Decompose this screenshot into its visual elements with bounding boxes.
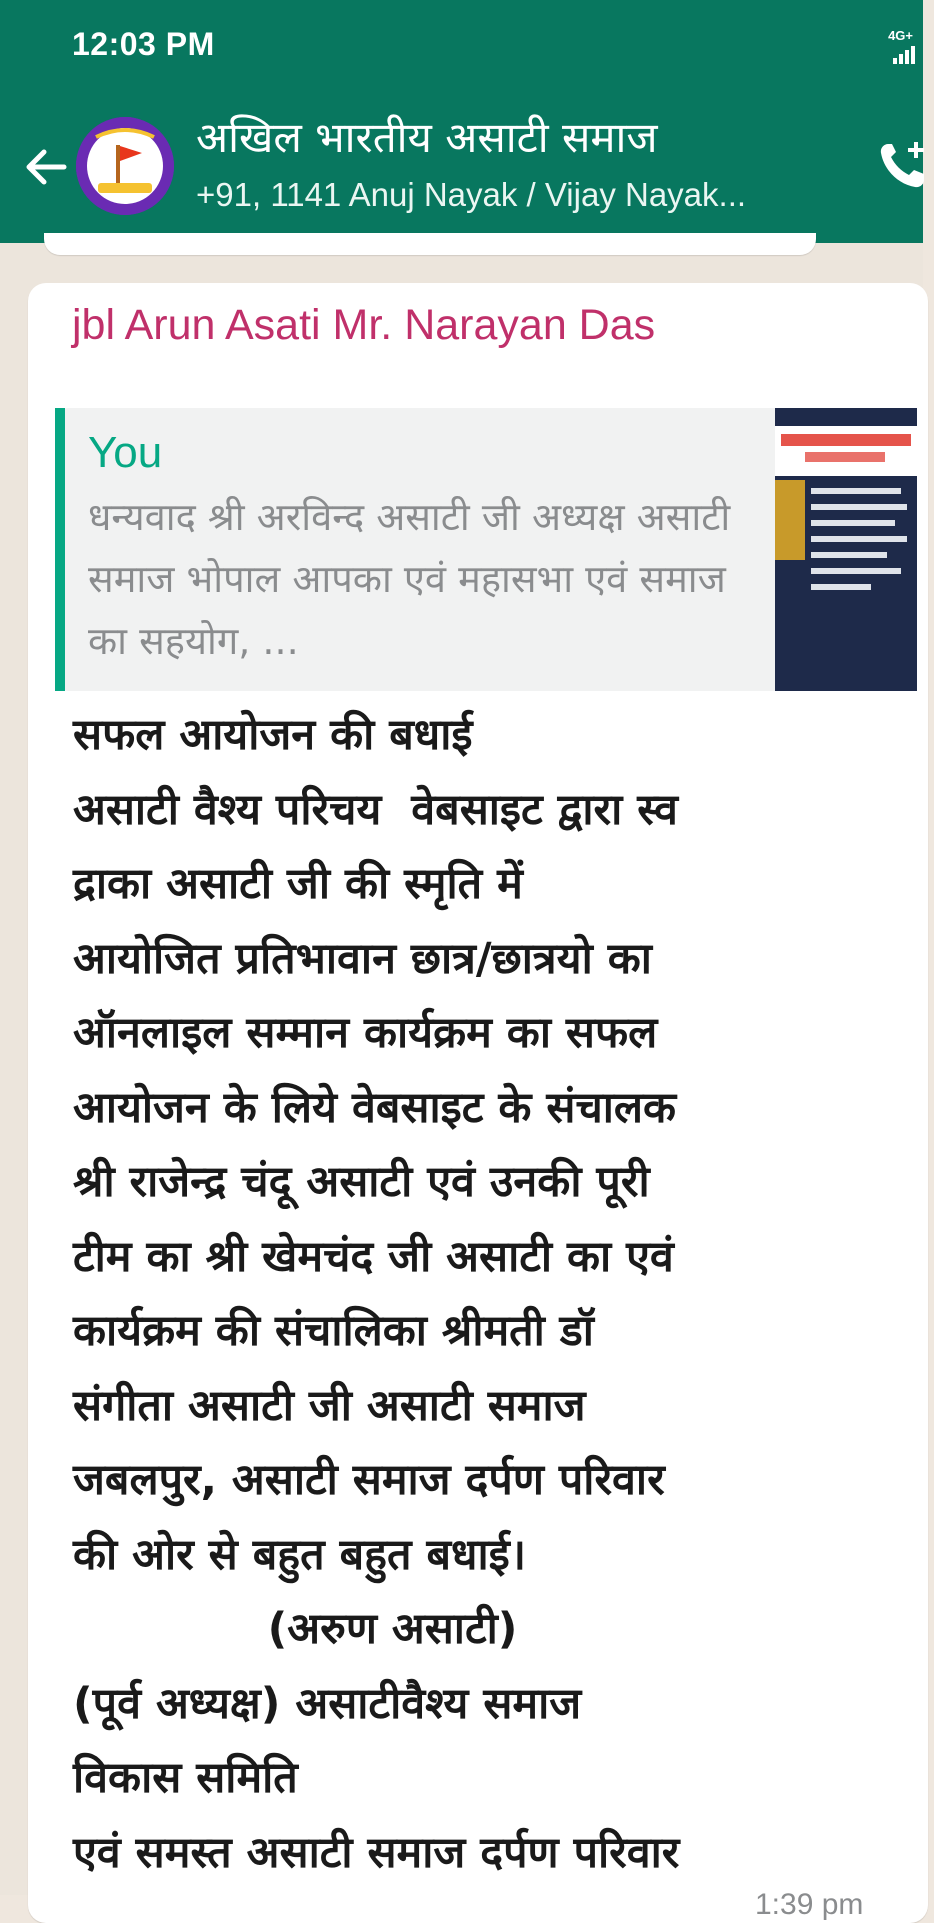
add-call-button[interactable] <box>874 136 934 196</box>
group-logo-icon <box>76 117 174 215</box>
back-arrow-icon <box>22 144 68 190</box>
sender-name[interactable]: jbl Arun Asati Mr. Narayan Das <box>72 301 656 349</box>
quote-thumbnail <box>775 408 917 691</box>
previous-message-bubble <box>44 233 816 255</box>
message-bubble[interactable] <box>28 283 928 1923</box>
quoted-message[interactable] <box>55 408 917 691</box>
signal-icon <box>893 46 915 64</box>
top-bar <box>0 0 923 243</box>
chat-title[interactable]: अखिल भारतीय असाटी समाज <box>196 113 658 162</box>
group-avatar[interactable] <box>76 117 174 215</box>
back-button[interactable] <box>14 136 76 198</box>
network-indicator <box>873 28 917 64</box>
add-call-icon <box>874 136 934 196</box>
message-text[interactable]: सफल आयोजन की बधाई असाटी वैश्य परिचय वेबसाइट द्वारा स्व द्राका असाटी जी की स्मृति में आयोजित प्रतिभावान छात्र/छात्रयो का ऑनलाइल सम्मान कार्यक्रम का सफल आयोजन के लिये वेबसाइट के संचालक श्री राजेन्द्र चंदू असाटी एवं उनकी पूरी टीम का श्री खेमचंद जी असाटी का एवं कार्यक्रम की संचालिका श्रीमती डॉ संगीता असाटी जी असाटी समाज जबलपुर, असाटी समाज दर्पण परिवार की ओर से बहुत बहुत बधाई। (अरुण असाटी) (पूर्व अध्यक्ष) असाटीवैश्य समाज विकास समिति एवं समस्त असाटी समाज दर्पण परिवार <box>73 710 680 1878</box>
quote-text: धन्यवाद श्री अरविन्द असाटी जी अध्यक्ष असाटी समाज भोपाल आपका एवं महासभा एवं समाज का सहयोग, ... <box>88 495 731 663</box>
network-type: 4G+ <box>888 28 913 43</box>
quote-author: You <box>88 428 163 477</box>
status-time: 12:03 PM <box>72 26 215 62</box>
chat-participants[interactable]: +91, 1141 Anuj Nayak / Vijay Nayak... <box>196 176 747 213</box>
message-timestamp: 1:39 pm <box>755 1888 864 1921</box>
quote-accent-bar <box>55 408 65 691</box>
poster-thumbnail-icon <box>775 408 917 691</box>
chat-area[interactable] <box>0 243 923 1921</box>
